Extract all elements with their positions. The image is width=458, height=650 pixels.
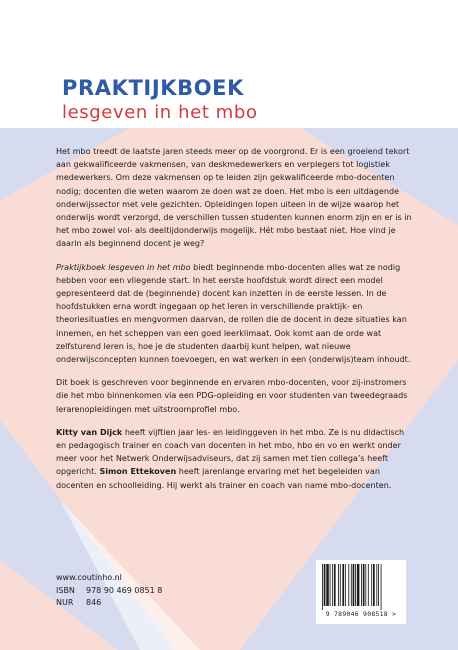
barcode-bar xyxy=(355,564,356,606)
nur-label: NUR xyxy=(56,598,74,607)
nur-value: 846 xyxy=(86,598,102,607)
barcode-bar xyxy=(365,564,366,606)
barcode-number: 9 789046 908518 > xyxy=(325,610,397,618)
barcode-bars xyxy=(320,564,402,610)
blurb-paragraph-contents xyxy=(56,261,412,367)
blurb-paragraph-intro: Het mbo treedt de laatste jaren steeds meer op de voorgrond. Er is een groeiend tekort aan gekwalificeerde vakmensen, van deskmedewerkers en verplegers tot logistiek medewerkers. Om deze vakmensen op te leiden zijn gekwalificeerde mbo-docenten nodig; docenten die weten waarom ze doen wat ze doen. Het mbo is een uitdagende onderwijssector met vele gezichten. Opleidingen lopen uiteen in de wijze waarop het onderwijs wordt verzorgd, de verschillen tussen studenten kunnen enorm zijn en er is in het mbo zowel vol- als deeltijdonderwijs mogelijk. Hét mbo bestaat niet. Hoe vind je daarin als beginnend docent je weg? xyxy=(56,147,412,249)
barcode-bar xyxy=(322,564,323,610)
isbn-value: 978 90 469 0851 8 xyxy=(86,585,163,595)
author-bio-simon: heeft jarenlange ervaring met het begeleiden van docenten en schoolleiding. Hij werkt als trainer en coach van name mbo-docenten. xyxy=(56,467,392,490)
barcode-bar xyxy=(357,564,360,606)
book-title: PRAKTIJKBOEK xyxy=(62,76,244,100)
nur-row xyxy=(56,597,162,610)
barcode-bar xyxy=(338,564,339,606)
contents-text: biedt beginnende mbo-docenten alles wat ze nodig hebben voor een vliegende start. In het eerste hoofdstuk wordt direct een model gepresenteerd dat de (beginnende) docent kan inzetten in de eerste lessen. In de hoofdstukken erna wordt ingegaan op het leren in verschillende praktijk- en theoriesituaties en mengvormen daarvan, de rollen die de docent in deze situaties kan innemen, en het scheppen van een goed leerklimaat. Ook komt aan de orde wat zelfsturend leren is, hoe je de studenten daarbij kunt helpen, wat nieuwe onderwijsconcepten kunnen toevoegen, en wat werken in een (onderwijs)team inhoudt. xyxy=(56,262,411,365)
barcode-bar xyxy=(371,564,372,606)
blurb-paragraph-authors xyxy=(56,426,412,492)
publication-info xyxy=(56,572,162,610)
barcode-bar xyxy=(326,564,329,606)
barcode-bar xyxy=(373,564,375,606)
barcode-bar xyxy=(332,564,333,606)
barcode-bar xyxy=(348,564,349,606)
barcode-bar xyxy=(361,564,362,606)
barcode-bar xyxy=(376,564,377,606)
barcode-bar xyxy=(342,564,344,606)
barcode-bar xyxy=(363,564,365,606)
barcode-bar xyxy=(340,564,341,606)
author-bio-kitty: heeft vijftien jaar les- en leidinggeven in het mbo. Ze is nu didactisch en pedagogisch trainer en coach van docenten in het mbo, hbo en vo en werkt onder meer voor het Netwerk Onderwijsadviseurs, dat zij samen met tien collega’s heeft opgericht. xyxy=(56,427,405,477)
book-subtitle: lesgeven in het mbo xyxy=(62,102,258,123)
barcode-bar xyxy=(368,564,369,606)
author-name-simon: Simon Ettekoven xyxy=(99,467,177,477)
blurb-paragraph-audience: Dit boek is geschreven voor beginnende en ervaren mbo-docenten, voor zij-instromers die het mbo binnenkomen via een PDG-opleiding en voor studenten van tweedegraads lerarenopleidingen met uitstroomprofiel mbo. xyxy=(56,378,408,414)
author-name-kitty: Kitty van Dijck xyxy=(56,427,123,437)
isbn-label: ISBN xyxy=(56,585,75,595)
barcode-bar xyxy=(345,564,346,606)
blurb-text xyxy=(56,145,412,492)
barcode-bar xyxy=(351,564,352,606)
barcode-bar xyxy=(381,564,382,610)
book-title-italic: Praktijkboek lesgeven in het mbo xyxy=(56,262,191,272)
barcode-bar xyxy=(334,564,336,606)
barcode-bar xyxy=(324,564,326,606)
barcode-bar xyxy=(378,564,379,606)
barcode-bar xyxy=(330,564,331,606)
isbn-barcode xyxy=(316,560,406,624)
isbn-row xyxy=(56,585,162,598)
barcode-bar xyxy=(353,564,355,606)
publisher-website: www.coutinho.nl xyxy=(56,573,122,582)
